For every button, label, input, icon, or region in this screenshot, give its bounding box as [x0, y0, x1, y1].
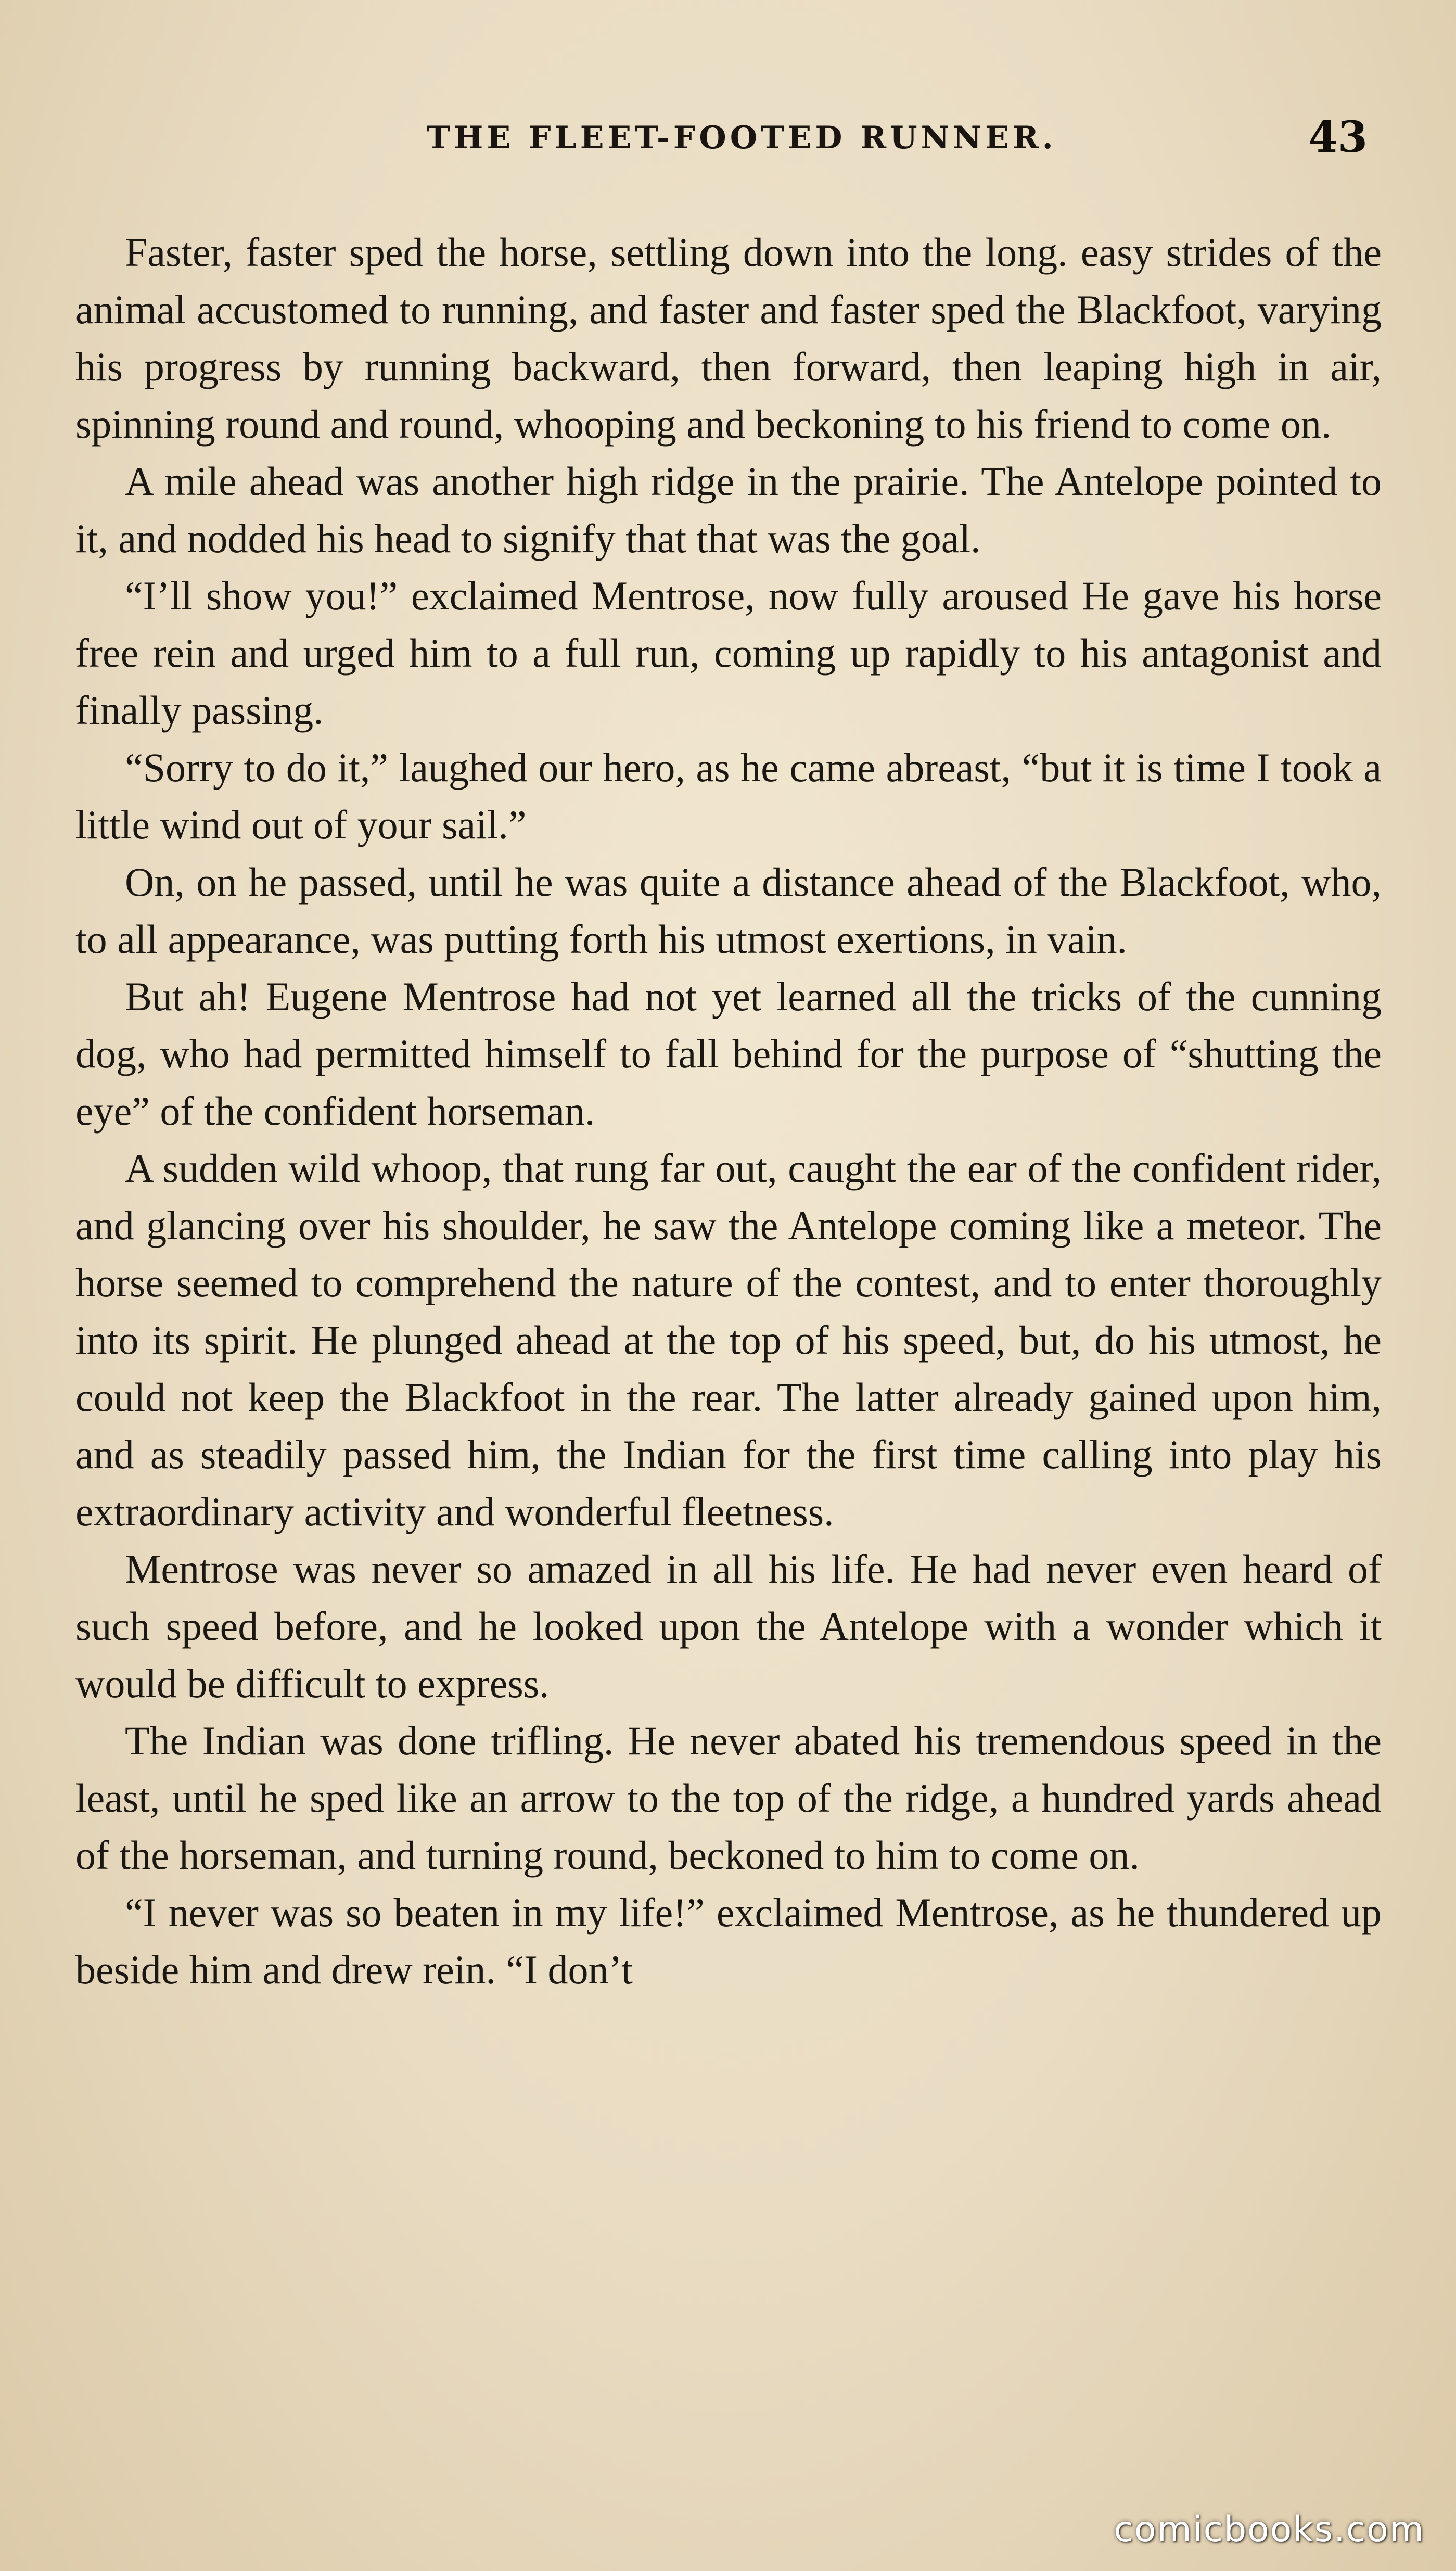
paragraph: Mentrose was never so amazed in all his life. He had never even heard of such speed before, and he looked upon the Antelope with a wonder which it would be difficult to express.	[75, 1546, 1382, 1706]
watermark: comicbooks.com	[1114, 2509, 1425, 2550]
page-number: 43	[1308, 112, 1368, 162]
paragraph: Faster, faster sped the horse, settling down into the long. easy strides of the animal accustomed to running, and faster and faster sped the Blackfoot, varying his progress by running backward, then forward, then leaping high in air, spinning round and round, whooping and beckoning to his friend to come on.	[75, 230, 1382, 447]
running-head: THE FLEET-FOOTED RUNNER.	[427, 120, 1057, 156]
paragraph: “I never was so beaten in my life!” exclaimed Mentrose, as he thundered up beside him and drew rein. “I don’t	[75, 1890, 1382, 1992]
paragraph: On, on he passed, until he was quite a distance ahead of the Blackfoot, who, to all appearance, was putting forth his utmost exertions, in vain.	[75, 859, 1382, 962]
paragraph: A sudden wild whoop, that rung far out, caught the ear of the confident rider, and glancing over his shoulder, he saw the Antelope coming like a meteor. The horse seemed to comprehend the nature of the contest, and to enter thoroughly into its spirit. He plunged ahead at the top of his speed, but, do his utmost, he could not keep the Blackfoot in the rear. The latter already gained upon him, and as steadily passed him, the Indian for the first time calling into play his extraordinary activity and wonderful fleetness.	[75, 1146, 1382, 1534]
paragraph: The Indian was done trifling. He never abated his tremendous speed in the least, until he sped like an arrow to the top of the ridge, a hundred yards ahead of the horseman, and turning round, beckoned to him to come on.	[75, 1718, 1382, 1878]
page-header	[73, 112, 1383, 172]
body-text	[75, 224, 1382, 1999]
paragraph: But ah! Eugene Mentrose had not yet learned all the tricks of the cunning dog, who had permitted himself to fall behind for the purpose of “shutting the eye” of the confident horseman.	[75, 974, 1382, 1134]
paragraph: “I’ll show you!” exclaimed Mentrose, now fully aroused He gave his horse free rein and urged him to a full run, coming up rapidly to his antagonist and finally passing.	[75, 573, 1382, 733]
paragraph: “Sorry to do it,” laughed our hero, as he came abreast, “but it is time I took a little wind out of your sail.”	[75, 745, 1382, 847]
paragraph: A mile ahead was another high ridge in the prairie. The Antelope pointed to it, and nodded his head to signify that that was the goal.	[75, 459, 1382, 561]
